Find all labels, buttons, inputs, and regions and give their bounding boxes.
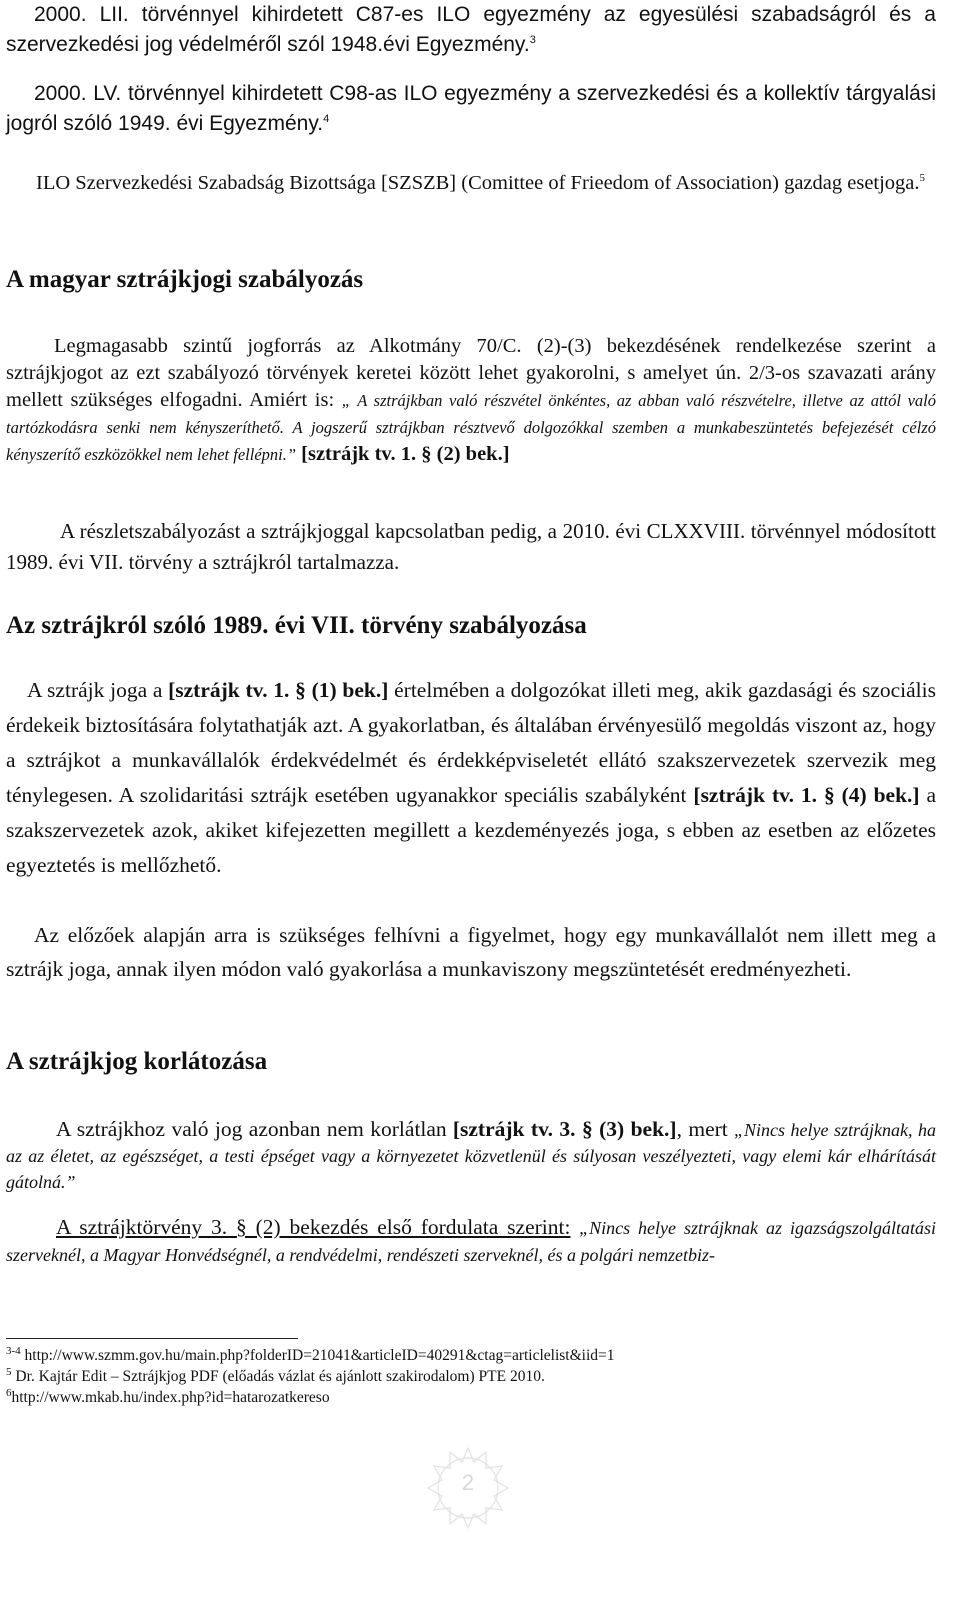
footnote-3-4	[6, 1346, 615, 1366]
paragraph-limitation-text-b: , mert	[676, 1117, 728, 1141]
paragraph-constitution	[6, 333, 936, 468]
paragraph-constitution-text: Legmagasabb szintű jogforrás az Alkotmány 70/C. (2)-(3) bekezdésének rendelkezése szerint a sztrájkjogot az ezt szabályozó törvények keretei között lehet gyakorolni, s amelyet ún. 2/3-os szavazati arány mellett szükséges elfogadni. Amiért is:	[6, 335, 936, 411]
footnote-5	[6, 1367, 545, 1387]
legal-reference-1: [sztrájk tv. 1. § (1) bek.]	[168, 678, 389, 702]
paragraph-c98-text: 2000. LV. törvénnyel kihirdetett C98-as ILO egyezmény a szervezkedési és a kollektív tárgyalási jogról szóló 1949. évi Egyezmény.	[6, 82, 936, 135]
footnote-3-4-link[interactable]: http://www.szmm.gov.hu/main.php?folderID=21041&articleID=40291&ctag=articlelist&iid=1	[24, 1347, 615, 1364]
heading-hungarian-strike-regulation: A magyar sztrájkjogi szabályozás	[6, 266, 364, 293]
heading-strike-limitation: A sztrájkjog korlátozása	[6, 1048, 268, 1075]
paragraph-strike-act-3-2	[6, 1214, 936, 1269]
paragraph-right-to-strike-text-c: a szakszervezetek azok, akiket kifejezetten megillett a kezdeményezés joga, s ebben az esetben az előzetes egyeztetés is mellőzhető.	[6, 783, 937, 877]
paragraph-right-to-strike-text-b: értelmében a dolgozókat illeti meg, akik gazdasági és szociális érdekeik biztosítására folytathatják azt. A gyakorlatban, és általában érvényesülő megoldás viszont az, hogy a sztrájkot a munkavállalók érdekvédelmét és érdekképviseletét ellátó szakszervezetek szervezik meg ténylegesen. A szolidaritási sztrájk esetében ugyanakkor speciális szabályként	[6, 678, 936, 807]
footnote-5-text: Dr. Kajtár Edit – Sztrájkjog PDF (előadás vázlat és ajánlott szakirodalom) PTE 2010.	[15, 1368, 545, 1385]
paragraph-right-to-strike	[6, 673, 936, 883]
footnote-marker-6: 6	[6, 1386, 12, 1399]
paragraph-szszb	[6, 170, 936, 197]
legal-reference: [sztrájk tv. 1. § (2) bek.]	[301, 443, 510, 465]
paragraph-limitation	[6, 1116, 936, 1195]
quote-voluntary-strike: „ A sztrájkban való részvétel önkéntes, az abban való részvételre, illetve az attól való tartózkodásra senki nem kényszeríthető. A jogszerű sztrájkban résztvevő dolgozókkal szemben a munkabeszüntetés befejezését célzó kényszerítő eszközökkel nem lehet fellépni.”	[6, 391, 936, 464]
paragraph-employee-note: Az előzőek alapján arra is szükséges felhívni a figyelmet, hogy egy munkavállalót nem illett meg a sztrájk joga, annak ilyen módon való gyakorlása a munkaviszony megszüntetését eredményezheti.	[6, 923, 936, 981]
legal-reference-3: [sztrájk tv. 3. § (3) bek.]	[452, 1117, 677, 1141]
footnote-ref-5: 5	[919, 172, 926, 185]
paragraph-right-to-strike-text-a: A sztrájk joga a	[27, 678, 163, 702]
legal-reference-2: [sztrájk tv. 1. § (4) bek.]	[693, 783, 920, 807]
page-number-badge	[420, 1440, 516, 1536]
footnote-marker-3-4: 3-4	[6, 1344, 21, 1357]
quote-no-strike-danger: „Nincs helye sztrájknak, ha az az életet, az egészséget, a testi épséget vagy a környezetet közvetlenül és súlyosan veszélyezteti, vagy elemi kár elhárítását gátolná.”	[6, 1120, 937, 1192]
paragraph-c87	[6, 0, 936, 60]
paragraph-szszb-text: ILO Szervezkedési Szabadság Bizottsága [SZSZB] (Comittee of Frieedom of Association) gazdag esetjoga.	[36, 172, 920, 194]
footnote-separator	[6, 1338, 298, 1339]
footnote-ref-3: 3	[529, 34, 536, 46]
paragraph-c87-text: 2000. LII. törvénnyel kihirdetett C87-es ILO egyezmény az egyesülési szabadságról és a szervezkedési jog védelméről szól 1948.évi Egyezmény.	[6, 3, 936, 56]
quote-no-strike-justice: „Nincs helye sztrájknak az igazságszolgáltatási szerveknél, a Magyar Honvédségnél, a rendvédelmi, rendészeti szerveknél, és a polgári nemzetbiz-	[6, 1218, 937, 1265]
page-number: 2	[461, 1470, 475, 1495]
paragraph-detailed-regulation: A részletszabályozást a sztrájkjoggal kapcsolatban pedig, a 2010. évi CLXXVIII. törvénnyel módosított 1989. évi VII. törvény a sztrájkról tartalmazza.	[6, 519, 936, 574]
heading-strike-act-1989: Az sztrájkról szóló 1989. évi VII. törvény szabályozása	[6, 612, 587, 639]
underlined-section-reference: A sztrájktörvény 3. § (2) bekezdés első fordulata szerint:	[56, 1215, 571, 1239]
footnote-6	[6, 1388, 330, 1408]
footnote-marker-5: 5	[6, 1365, 12, 1378]
paragraph-limitation-text: A sztrájkhoz való jog azonban nem korlátlan	[56, 1117, 447, 1141]
footnote-ref-4: 4	[323, 113, 330, 125]
footnote-6-link[interactable]: http://www.mkab.hu/index.php?id=hatarozatkereso	[11, 1389, 330, 1406]
paragraph-c98	[6, 79, 936, 139]
